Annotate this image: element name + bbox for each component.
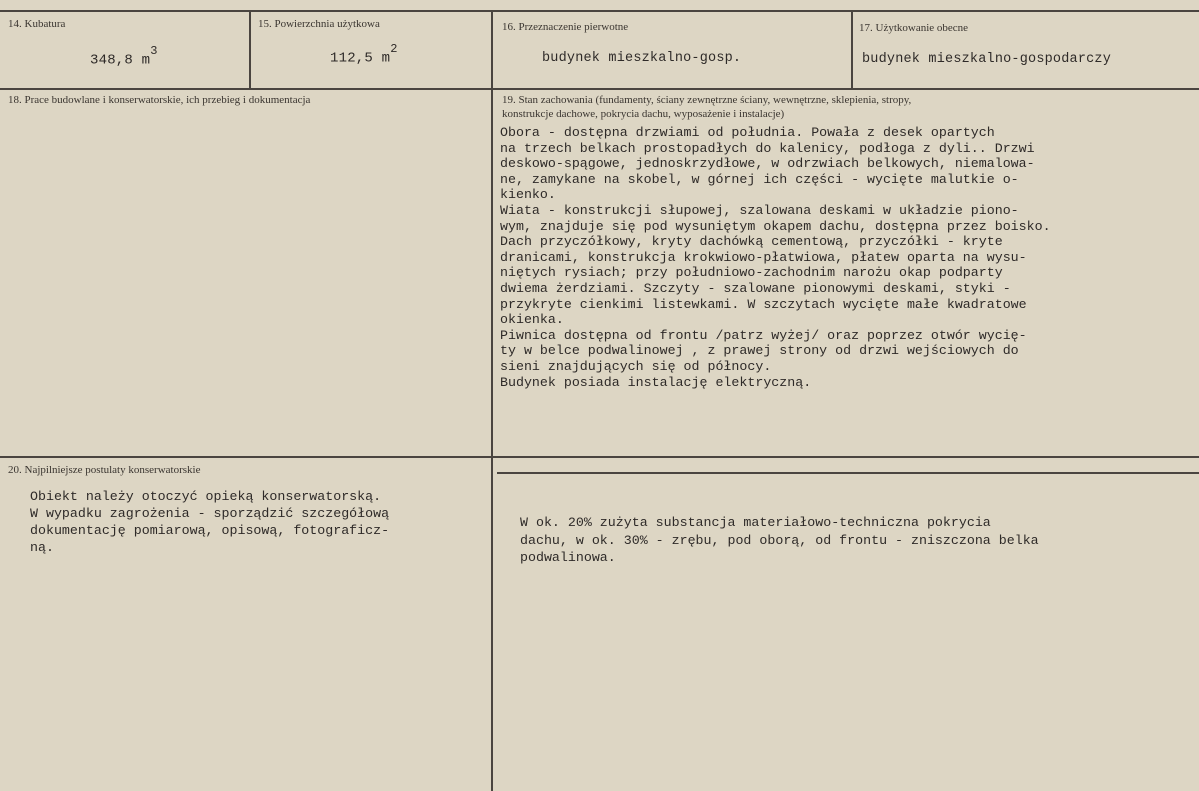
stan-label-line2: konstrukcje dachowe, pokrycia dachu, wyposażenie i instalacje) bbox=[502, 108, 785, 120]
stan-line: Dach przyczółkowy, kryty dachówką cementową, przyczółki - kryte bbox=[500, 234, 1003, 250]
top-rule bbox=[0, 10, 1199, 12]
uzytkowanie-label: 17. Użytkowanie obecne bbox=[859, 22, 969, 34]
row2-bottom-rule bbox=[0, 456, 1199, 458]
stan-line: dwiema żerdziami. Szczyty - szalowane pionowymi deskami, styki - bbox=[500, 280, 1011, 296]
powierzchnia-unit-sup: 2 bbox=[390, 42, 398, 56]
stan-line: niętych rysiach; przy południowo-zachodnim narożu okap podparty bbox=[500, 265, 1003, 281]
stan-line: okienka. bbox=[500, 312, 564, 328]
postulaty-line: W wypadku zagrożenia - sporządzić szczegółową bbox=[30, 506, 390, 521]
zuzycie-text bbox=[520, 514, 1039, 567]
kubatura-value bbox=[90, 44, 158, 69]
stan-line: na trzech belkach prostopadłych do kalenicy, podłoga z dyli.. Drzwi bbox=[500, 140, 1035, 156]
stan-line: Piwnica dostępna od frontu /patrz wyżej/ oraz poprzez otwór wycię- bbox=[500, 327, 1027, 343]
stan-line: Budynek posiada instalację elektryczną. bbox=[500, 374, 812, 390]
divider-1516 bbox=[491, 10, 493, 791]
stan-label-line1: 19. Stan zachowania (fundamenty, ściany zewnętrzne ściany, wewnętrzne, sklepienia, stropy, bbox=[502, 94, 912, 106]
stan-line: wym, znajduje się pod wysuniętym okapem dachu, dostępna przez boisko. bbox=[500, 218, 1051, 234]
postulaty-line: dokumentację pomiarową, opisową, fotograficz- bbox=[30, 523, 390, 538]
stan-line: ne, zamykane na skobel, w górnej ich części - wycięte malutkie o- bbox=[500, 171, 1019, 187]
postulaty-text bbox=[30, 488, 389, 556]
stan-line: deskowo-spągowe, jednoskrzydłowe, w odrzwiach belkowych, niemalowa- bbox=[500, 156, 1035, 172]
stan-text bbox=[500, 125, 1051, 390]
stan-line: przykryte cienkimi listewkami. W szczytach wycięte małe kwadratowe bbox=[500, 296, 1027, 312]
stan-line: sieni znajdujących się od północy. bbox=[500, 358, 772, 374]
zuzycie-line: W ok. 20% zużyta substancja materiałowo-techniczna pokrycia bbox=[520, 515, 991, 530]
zuzycie-line: dachu, w ok. 30% - zrębu, pod oborą, od frontu - zniszczona belka bbox=[520, 532, 1039, 548]
stan-line: kienko. bbox=[500, 187, 556, 203]
stan-line: Obora - dostępna drzwiami od południa. Powała z desek opartych bbox=[500, 125, 995, 140]
postulaty-line: ną. bbox=[30, 540, 54, 555]
right-section-rule bbox=[497, 472, 1199, 474]
powierzchnia-value bbox=[330, 42, 398, 67]
stan-line: ty w belce podwalinowej , z prawej strony od drzwi wejściowych do bbox=[500, 343, 1019, 359]
przeznaczenie-value: budynek mieszkalno-gosp. bbox=[542, 51, 742, 66]
zuzycie-line: podwalinowa. bbox=[520, 550, 616, 565]
kubatura-number: 348,8 m bbox=[90, 52, 151, 69]
kubatura-label: 14. Kubatura bbox=[8, 18, 66, 30]
uzytkowanie-value: budynek mieszkalno-gospodarczy bbox=[862, 52, 1112, 67]
przeznaczenie-label: 16. Przeznaczenie pierwotne bbox=[502, 21, 629, 33]
stan-line: dranicami, konstrukcja krokwiowo-płatwiowa, płatew oparta na wysu- bbox=[500, 249, 1027, 265]
kubatura-unit-sup: 3 bbox=[150, 44, 158, 58]
divider-1415 bbox=[249, 10, 251, 90]
powierzchnia-number: 112,5 m bbox=[330, 50, 391, 67]
postulaty-label: 20. Najpilniejsze postulaty konserwatorskie bbox=[8, 464, 201, 476]
powierzchnia-label: 15. Powierzchnia użytkowa bbox=[258, 18, 380, 30]
prace-label: 18. Prace budowlane i konserwatorskie, ich przebieg i dokumentacja bbox=[8, 94, 311, 106]
row1-bottom-rule bbox=[0, 88, 1199, 90]
stan-line: Wiata - konstrukcji słupowej, szalowana deskami w układzie piono- bbox=[500, 202, 1019, 218]
postulaty-line: Obiekt należy otoczyć opieką konserwatorską. bbox=[30, 489, 382, 504]
divider-1617 bbox=[851, 10, 853, 90]
